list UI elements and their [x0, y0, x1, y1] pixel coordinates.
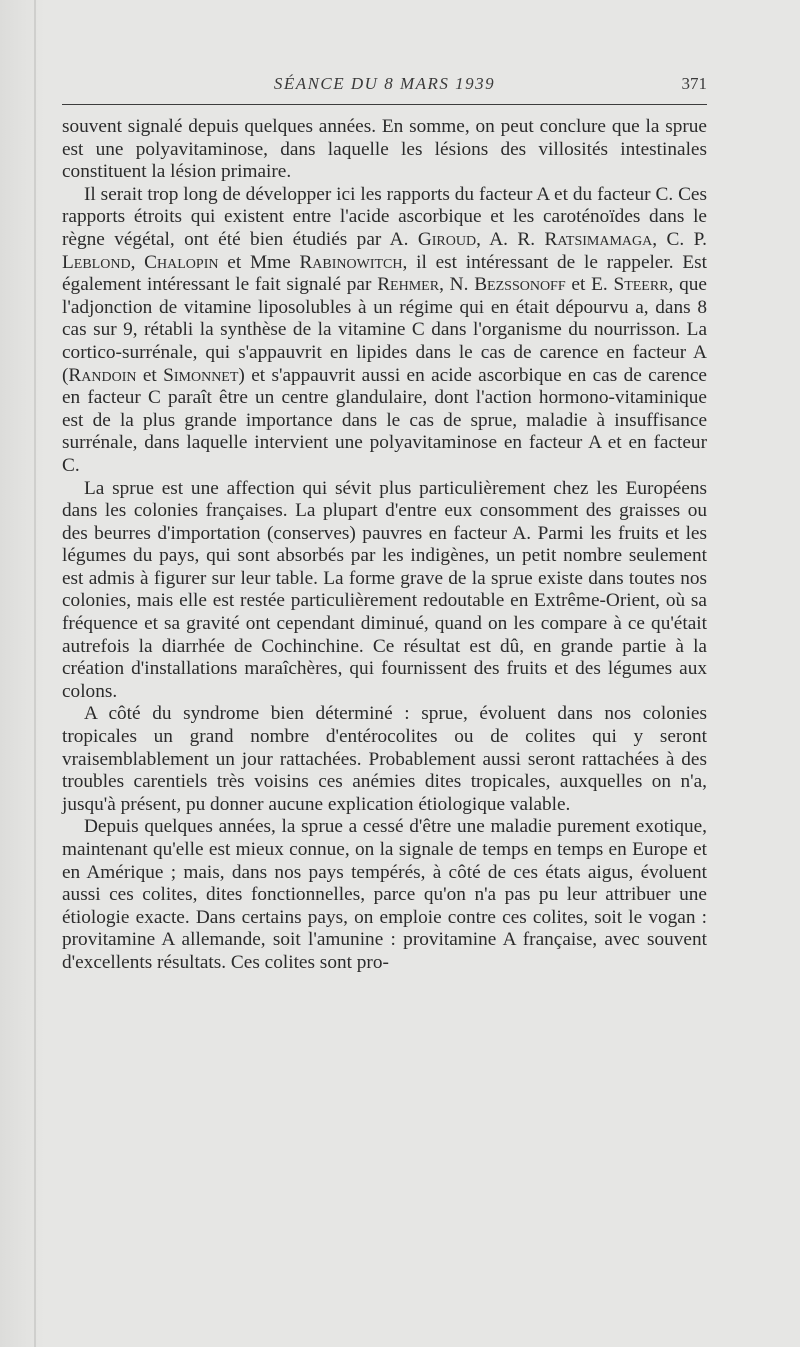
body-text — [62, 116, 707, 975]
author-name: Giroud — [417, 228, 477, 250]
paragraph-5: Depuis quelques années, la sprue a cessé d'être une maladie purement exotique, maintenant qu'elle est mieux connue, on la signale de temps en temps en Europe et en Amérique ; mais, dans nos pays tempérés, à côté de ces états aigus, évoluent aussi ces colites, dites fonctionnelles, parce qu'on n'a pas pu leur attribuer une étiologie exacte. Dans certains pays, on emploie contre ces colites, soit le vogan : provitamine A allemande, soit l'amunine : provitamine A française, avec souvent d'excellents résultats. Ces colites sont pro- — [62, 816, 707, 973]
author-name: Randoin — [68, 364, 137, 386]
author-name: Steerr — [613, 274, 669, 296]
text-run: , que l'adjonction de vitamine liposolubles à un régime qui en était dépourvu a, dans 8 cas sur 9, rétabli la synthèse de la vitamine C dans l'organisme du nourrisson. La cortico-surrénale, qui s'appauvrit en lipides dans le cas de carence en facteur A ( — [62, 274, 707, 386]
page-number: 371 — [681, 74, 707, 93]
text-run: Il serait trop long de développer ici les rapports du facteur A et du facteur C. Ces rapports étroits qui existent entre l'acide ascorbique et les caroténoïdes dans le règne végétal, ont été bien étudiés par A. — [62, 183, 707, 250]
text-run: , — [130, 251, 145, 273]
author-name: Rehmer — [377, 274, 440, 296]
text-run: , A. R. — [476, 228, 545, 250]
author-name: Ratsimamaga — [544, 228, 653, 250]
page-header — [62, 74, 707, 100]
text-run: , C. P. — [652, 228, 707, 250]
text-run: et Mme — [218, 251, 300, 273]
binding-gutter — [0, 0, 46, 1347]
text-run: et E. — [565, 274, 614, 296]
author-name: Bezssonoff — [474, 274, 566, 296]
running-head: SÉANCE DU 8 MARS 1939 — [273, 74, 496, 93]
paragraph-4: A côté du syndrome bien déterminé : sprue, évoluent dans nos colonies tropicales un grand nombre d'entérocolites ou de colites qui y seront vraisemblablement un jour rattachées. Probablement aussi seront rattachées à des troubles carentiels très voisins ces anémies dites tropicales, auxquelles on n'a, jusqu'à présent, pu donner aucune explication étiologique valable. — [62, 703, 707, 815]
text-run: ) et s'appauvrit aussi en acide ascorbique en cas de carence en facteur C paraît être un centre glandulaire, dont l'action hormono-vitaminique est de la plus grande importance dans le cas de sprue, maladie à insuffisance surrénale, dans laquelle intervient une polyavitaminose en facteur A et en facteur C. — [62, 364, 707, 476]
paragraph-2 — [62, 184, 707, 478]
text-run: et — [136, 364, 164, 386]
binding-edge-line — [34, 0, 36, 1347]
text-run: , N. — [439, 274, 475, 296]
author-name: Simonnet — [163, 364, 239, 386]
author-name: Chalopin — [144, 251, 219, 273]
author-name: Rabinowitch — [299, 251, 403, 273]
paragraph-3: La sprue est une affection qui sévit plus particulièrement chez les Européens dans les colonies françaises. La plupart d'entre eux consomment des graisses ou des beurres d'importation (conserves) pauvres en facteur A. Parmi les fruits et les légumes du pays, qui sont absorbés par les indigènes, un petit nombre seulement est admis à figurer sur leur table. La forme grave de la sprue existe dans toutes nos colonies, mais elle est restée particulièrement redoutable en Extrême-Orient, où sa fréquence et sa gravité ont cependant diminué, quand on les compare à ce qu'était autrefois la diarrhée de Cochinchine. Ce résultat est dû, en grande partie à la création d'installations maraîchères, qui fournissent des fruits et des légumes aux colons. — [62, 477, 707, 702]
paragraph-1: souvent signalé depuis quelques années. En somme, on peut conclure que la sprue est une polyavitaminose, dans laquelle les lésions des villosités intestinales constituent la lésion primaire. — [62, 116, 707, 183]
header-rule — [62, 104, 707, 105]
author-name: Leblond — [62, 251, 131, 273]
text-run: , il est intéressant de le rappeler. Est également intéressant le fait signalé par — [62, 251, 708, 296]
